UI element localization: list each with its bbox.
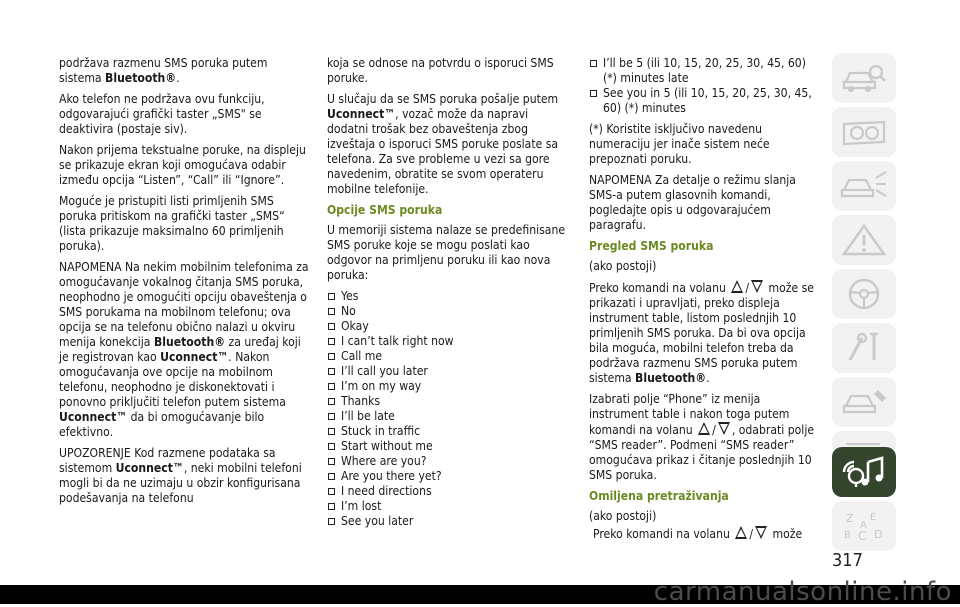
paragraph: Ako telefon ne podržava ovu funkciju, odgovarajući grafički taster „SMS" se deaktivira (postaje siv). xyxy=(59,92,265,136)
paragraph: Moguće je pristupiti listi primljenih SMS poruka pritiskom na grafički taster „SMS“ (lista prikazuje maksimalno 60 primljenih poruka). xyxy=(59,194,285,253)
multimedia-icon xyxy=(840,454,888,490)
sms-message-list-continued xyxy=(589,56,817,116)
steering-up-icon xyxy=(731,280,743,293)
svg-text:A: A xyxy=(860,520,867,531)
list-item: Are you there yet? xyxy=(327,469,567,484)
chapter-tab-emergency[interactable] xyxy=(832,323,896,373)
paragraph: Izabrati polje “Phone” iz menija instrument table i nakon toga putem komandi na volanu / , odabrati polje “SMS reader”. Podmeni “SMS reader” omogućava prikaz i čitanje poslednjih 10 SMS poruka. xyxy=(589,392,815,482)
paragraph: Preko komandi na volanu / može xyxy=(593,527,803,541)
svg-text:B: B xyxy=(844,530,851,541)
chapter-tab-dashboard[interactable] xyxy=(832,107,896,157)
list-item: Call me xyxy=(327,349,567,364)
warning-paragraph: UPOZORENJE Kod razmene podataka sa sistemom Uconnect™, neki mobilni telefoni mogli bi da ne uzimaju u obzir konfigurisana podešavanja na telefonu xyxy=(59,446,302,505)
list-item: No xyxy=(327,304,567,319)
chapter-tab-warning-lights[interactable] xyxy=(832,215,896,265)
paragraph: (ako postoji) xyxy=(589,509,657,523)
steering-up-icon xyxy=(735,526,747,539)
list-item: Where are you? xyxy=(327,454,567,469)
car-service-icon xyxy=(840,384,888,420)
list-item: See you later xyxy=(327,514,567,529)
chapter-tab-safety[interactable] xyxy=(832,161,896,211)
paragraph: Preko komandi na volanu / može se prikazati i upravljati, preko displeja instrument table, listom poslednjih 10 primljenih SMS poruka. Da bi ova opcija bila moguća, mobilni telefon treba da podržava razmenu SMS poruka putem sistema Bluetooth®. xyxy=(589,281,814,385)
paragraph: (*) Koristite isključivo navedenu numeraciju jer inače sistem neće prepoznati poruku. xyxy=(589,122,770,166)
list-item: Yes xyxy=(327,289,567,304)
paragraph: Nakon prijema tekstualne poruke, na displeju se prikazuje ekran koji omogućava odabir između opcija “Listen”, “Call” ili “Ignore”. xyxy=(59,143,306,187)
steering-down-icon xyxy=(718,422,730,435)
watermark: carmanualsonline.info xyxy=(653,577,952,607)
chapter-tab-index[interactable] xyxy=(832,501,896,551)
car-light-icon xyxy=(840,168,888,204)
svg-text:C: C xyxy=(858,529,867,543)
footer-bar xyxy=(0,577,960,607)
list-item: I’ll be late xyxy=(327,409,567,424)
list-item: Okay xyxy=(327,319,567,334)
steering-down-icon xyxy=(751,280,763,293)
list-item: Start without me xyxy=(327,439,567,454)
paragraph: U slučaju da se SMS poruka pošalje putem Uconnect™, vozač može da napravi dodatni trošak bez obaveštenja zbog izveštaja o isporuci SMS poruke poslate sa telefona. Za sve probleme u vezi sa gore navedenim, obratite se svom operateru mobilne telefonije. xyxy=(327,92,559,196)
dashboard-icon xyxy=(840,114,888,150)
paragraph: U memoriji sistema nalaze se predefinisane SMS poruke koje se mogu poslati kao odgovor na primljenu poruku ili kao nova poruka: xyxy=(327,223,566,282)
paragraph: koja se odnose na potvrdu o isporuci SMS poruke. xyxy=(327,56,554,85)
list-item: I need directions xyxy=(327,484,567,499)
svg-text:D: D xyxy=(874,528,883,541)
steering-down-icon xyxy=(755,526,767,539)
steering-up-icon xyxy=(698,422,710,435)
chapter-tab-starting-driving[interactable] xyxy=(832,269,896,319)
svg-text:Z: Z xyxy=(846,512,854,525)
list-item: I’m lost xyxy=(327,499,567,514)
page-number: 317 xyxy=(832,550,863,571)
list-item: See you in 5 (ili 10, 15, 20, 25, 30, 45, 60) (*) minutes xyxy=(589,86,817,116)
paragraph: (ako postoji) xyxy=(589,259,657,273)
car-search-icon xyxy=(840,60,888,96)
column-3 xyxy=(589,56,817,548)
list-item: I can’t talk right now xyxy=(327,334,567,349)
warning-light-icon xyxy=(840,222,888,258)
section-heading: Opcije SMS poruka xyxy=(327,203,443,217)
list-item: I’ll be 5 (ili 10, 15, 20, 25, 30, 45, 60) (*) minutes late xyxy=(589,56,817,86)
list-item: I’m on my way xyxy=(327,379,567,394)
column-1 xyxy=(59,56,311,512)
list-item: Thanks xyxy=(327,394,567,409)
list-item: I’ll call you later xyxy=(327,364,567,379)
note-paragraph: NAPOMENA Za detalje o režimu slanja SMS-a putem glasovnih komandi, pogledajte opis u odgovarajućem paragrafu. xyxy=(589,173,796,232)
chapter-tab-maintenance[interactable] xyxy=(832,377,896,427)
list-item: Stuck in traffic xyxy=(327,424,567,439)
svg-text:E: E xyxy=(870,512,877,523)
column-2 xyxy=(327,56,567,529)
note-paragraph: NAPOMENA Na nekim mobilnim telefonima za omogućavanje vokalnog čitanja SMS poruka, neophodno je omogućiti opciju obaveštenja o SMS porukama na mobilnom telefonu; ova opcija se na telefonu obično nalazi u okviru menija konekcija Bluetooth® za uređaj koji je registrovan kao Uconnect™. Nakon omogućavanja ove opcije na mobilnom telefonu, neophodno je diskonektovati i ponovno priključiti telefon putem sistema Uconnect™ da bi omogućavanje bilo efektivno. xyxy=(59,260,309,439)
alphabet-index-icon xyxy=(840,508,888,544)
section-heading: Omiljena pretraživanja xyxy=(589,489,729,503)
steering-wheel-icon xyxy=(840,276,888,312)
chapter-tab-vehicle-overview[interactable] xyxy=(832,53,896,103)
sms-message-list xyxy=(327,289,567,529)
chapter-tab-multimedia[interactable] xyxy=(832,447,896,497)
section-heading: Pregled SMS poruka xyxy=(589,239,714,253)
tools-icon xyxy=(840,330,888,366)
paragraph: podržava razmenu SMS poruka putem sistema Bluetooth®. xyxy=(59,56,268,85)
